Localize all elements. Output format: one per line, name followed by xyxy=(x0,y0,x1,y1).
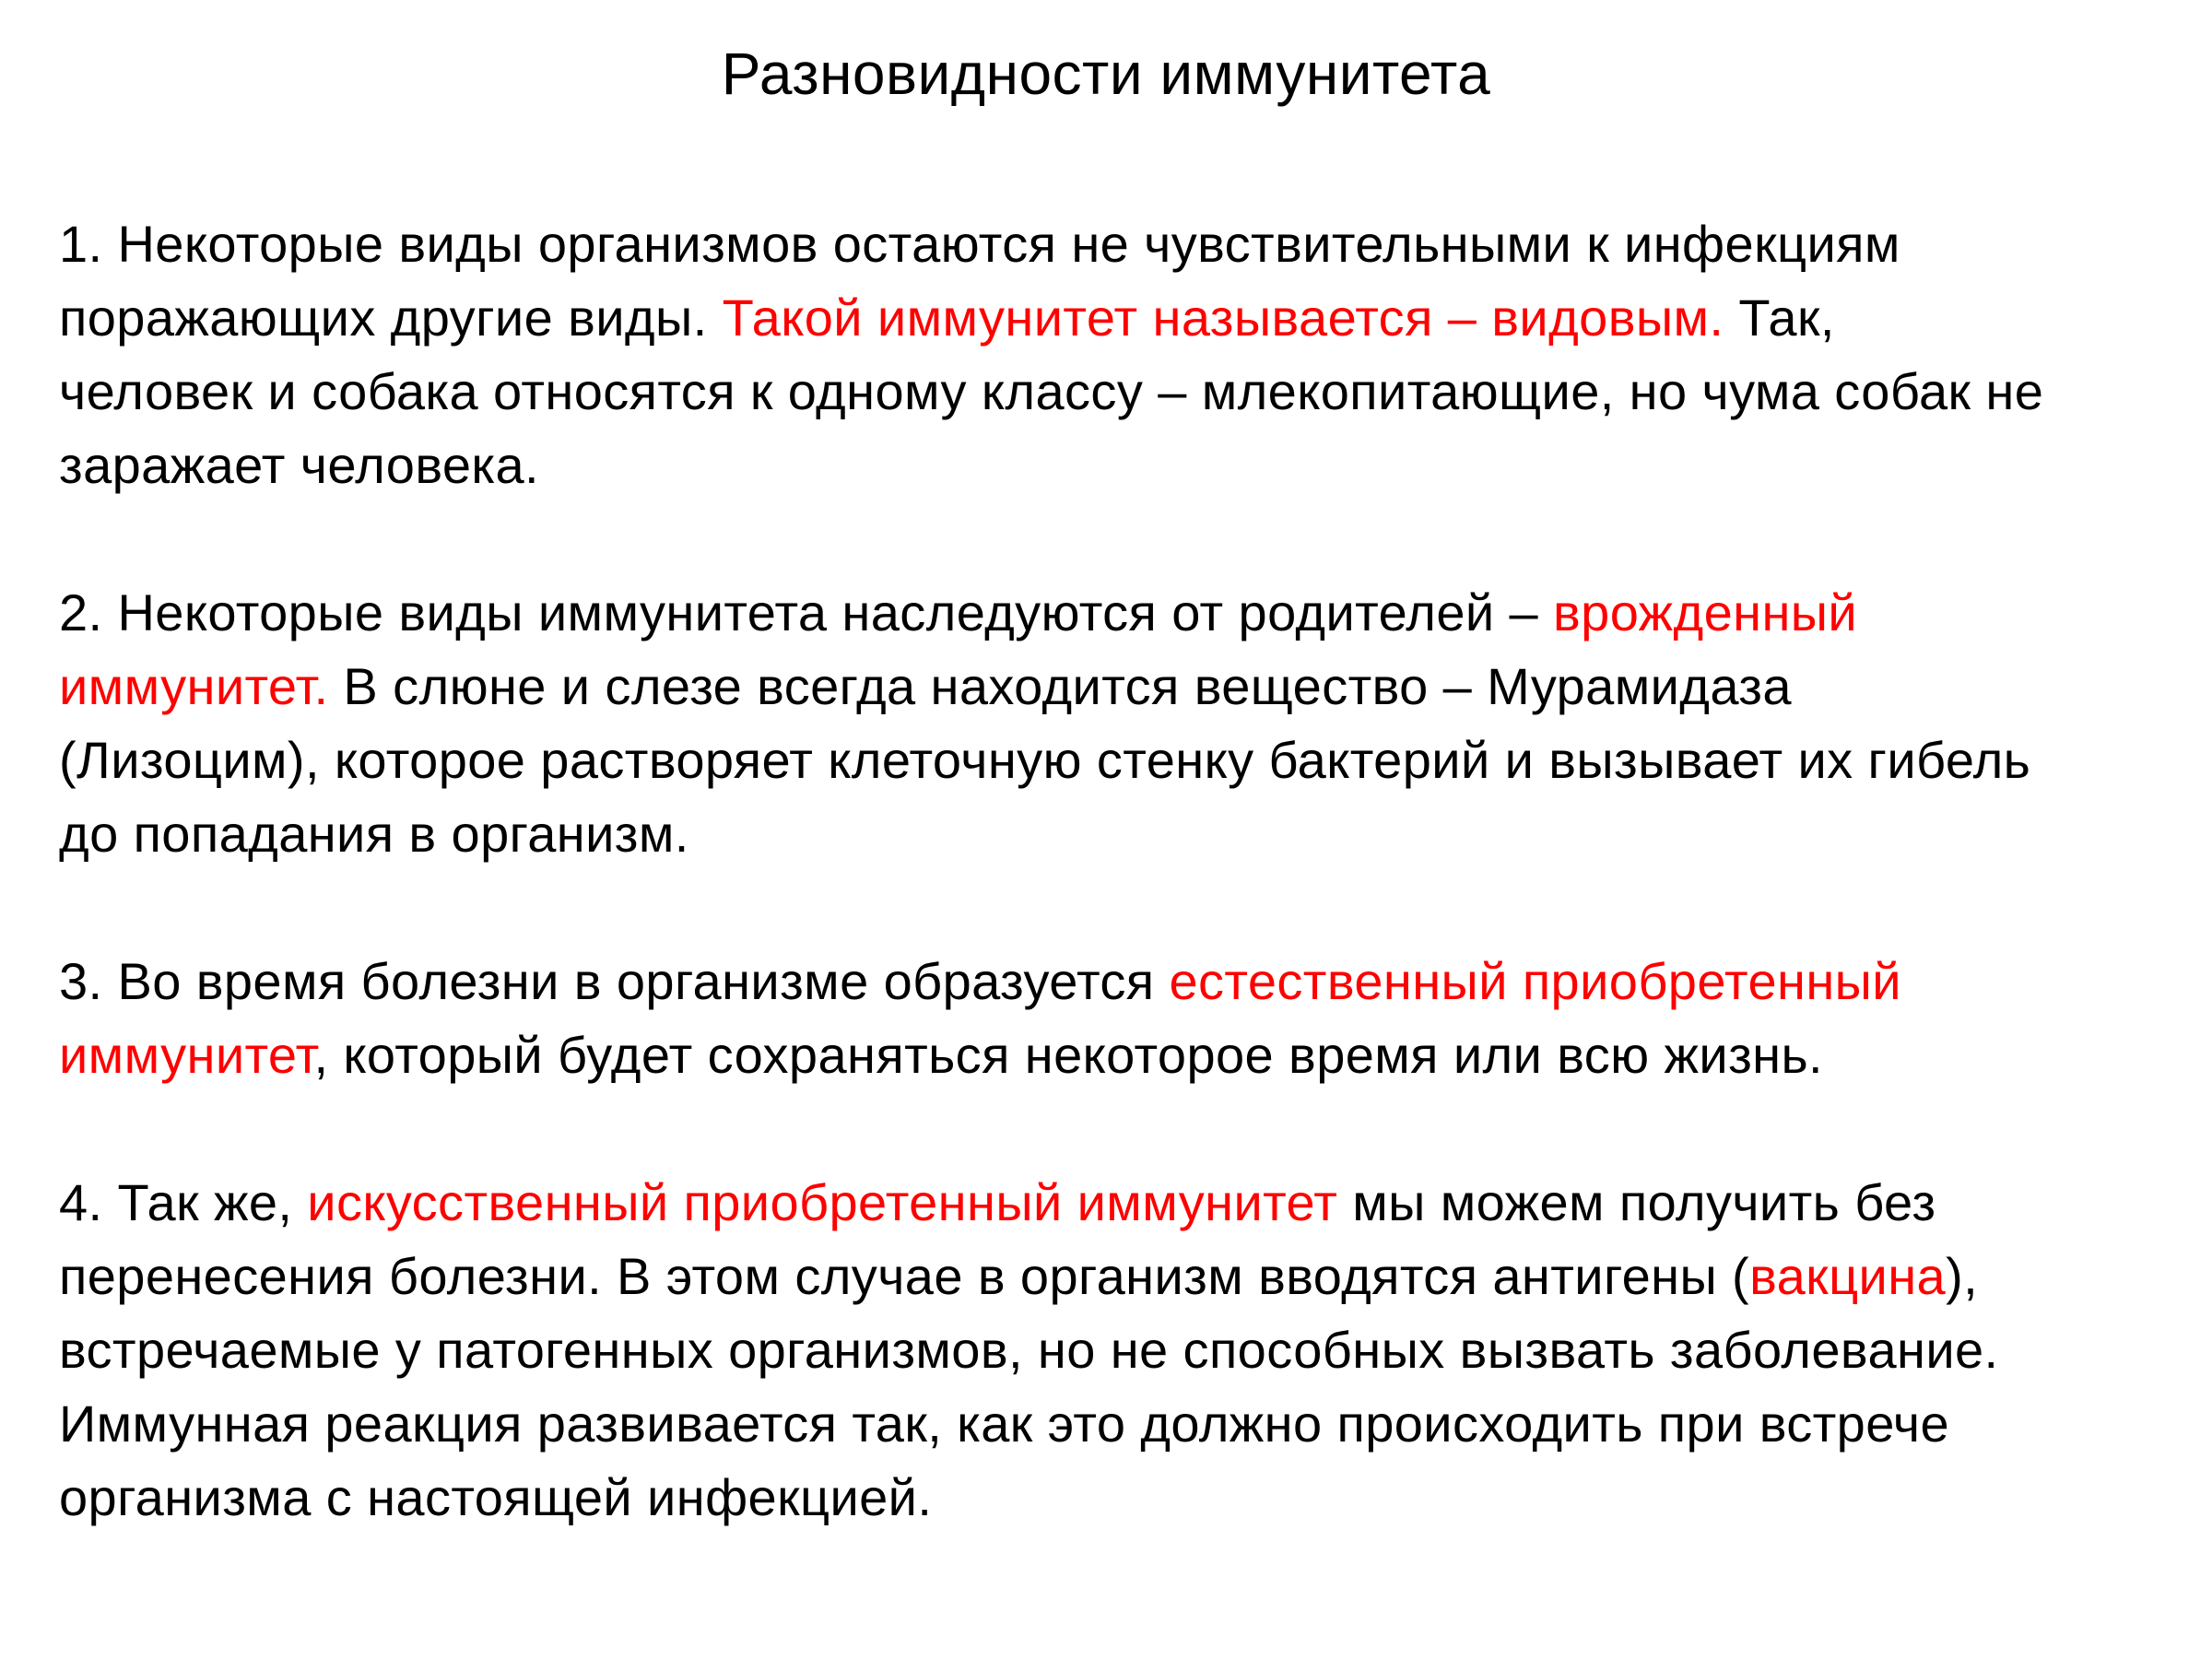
text-line xyxy=(59,797,2212,871)
text-line xyxy=(59,576,2212,650)
slide-title: Разновидности иммунитета xyxy=(721,41,1491,107)
text-run: человек и собака относятся к одному классу – млекопитающие, но чума собак не xyxy=(59,362,2044,420)
text-run: встречаемые у патогенных организмов, но не способных вызвать заболевание. xyxy=(59,1321,1999,1379)
text-line xyxy=(59,1166,2212,1240)
text-line xyxy=(59,1461,2212,1535)
paragraph-artificial-acquired-immunity xyxy=(59,1166,2212,1535)
text-run: ), xyxy=(1946,1247,1979,1305)
text-run: заражает человека. xyxy=(59,436,540,494)
paragraph-species-immunity xyxy=(59,207,2212,502)
text-line xyxy=(59,207,2212,281)
text-line xyxy=(59,355,2212,429)
text-run: Иммунная реакция развивается так, как это должно происходить при встрече xyxy=(59,1394,1950,1453)
slide-body xyxy=(59,207,2212,1608)
text-line xyxy=(59,945,2212,1018)
text-line xyxy=(59,1018,2212,1092)
highlighted-text: вакцина xyxy=(1749,1247,1947,1305)
text-run: организма с настоящей инфекцией. xyxy=(59,1468,933,1526)
text-run: поражающих другие виды. xyxy=(59,288,723,347)
text-run: 3. Во время болезни в организме образуется xyxy=(59,952,1170,1010)
text-run: до попадания в организм. xyxy=(59,805,689,863)
highlighted-text: искусственный приобретенный иммунитет xyxy=(307,1173,1338,1231)
text-run: Так, xyxy=(1724,288,1835,347)
text-run: 4. Так же, xyxy=(59,1173,308,1231)
text-line xyxy=(59,281,2212,355)
highlighted-text: Такой иммунитет называется – видовым. xyxy=(722,288,1724,347)
text-run: 1. Некоторые виды организмов остаются не чувствительными к инфекциям xyxy=(59,215,1900,273)
paragraph-innate-immunity xyxy=(59,576,2212,871)
paragraph-natural-acquired-immunity xyxy=(59,945,2212,1092)
text-line xyxy=(59,724,2212,797)
highlighted-text: иммунитет xyxy=(59,1026,314,1084)
text-run: 2. Некоторые виды иммунитета наследуются от родителей – xyxy=(59,583,1554,641)
text-line xyxy=(59,429,2212,502)
highlighted-text: иммунитет. xyxy=(59,657,329,715)
text-run: (Лизоцим), которое растворяет клеточную стенку бактерий и вызывает их гибель xyxy=(59,731,2031,789)
text-line xyxy=(59,1240,2212,1313)
text-line xyxy=(59,1313,2212,1387)
text-run: мы можем получить без xyxy=(1337,1173,1936,1231)
text-line xyxy=(59,650,2212,724)
text-line xyxy=(59,1387,2212,1461)
text-run: В слюне и слезе всегда находится вещество – Мурамидаза xyxy=(328,657,1792,715)
text-run: , который будет сохраняться некоторое время или всю жизнь. xyxy=(313,1026,1824,1084)
highlighted-text: естественный приобретенный xyxy=(1169,952,1901,1010)
text-run: перенесения болезни. В этом случае в организм вводятся антигены ( xyxy=(59,1247,1750,1305)
highlighted-text: врожденный xyxy=(1553,583,1858,641)
